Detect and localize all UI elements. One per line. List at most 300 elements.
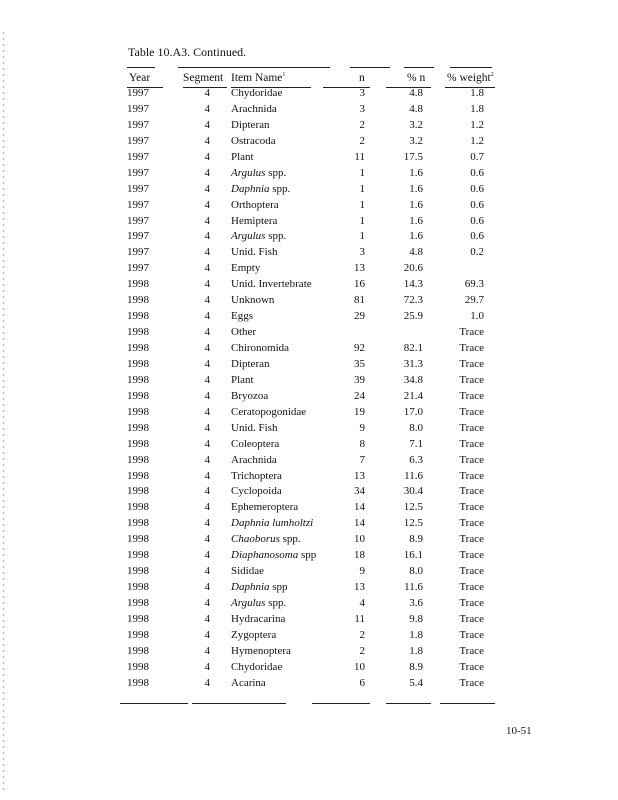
top-rule <box>178 67 330 68</box>
cell-percent-weight: 1.8 <box>470 102 484 115</box>
cell-percent-weight: Trace <box>459 421 484 434</box>
top-rule <box>350 67 390 68</box>
cell-item-name <box>231 199 279 211</box>
cell-percent-n: 7.1 <box>409 437 423 450</box>
item-name-text: Ephemeroptera <box>231 501 299 514</box>
cell-n: 3 <box>359 102 365 115</box>
item-name-text: Dipteran <box>231 357 270 370</box>
cell-year: 1998 <box>127 405 149 418</box>
cell-year: 1998 <box>127 437 149 450</box>
cell-percent-n: 16.1 <box>403 549 423 562</box>
cell-year: 1997 <box>127 134 149 147</box>
cell-percent-n: 8.9 <box>409 660 423 673</box>
cell-percent-weight: Trace <box>459 342 484 354</box>
cell-percent-weight: Trace <box>459 533 484 546</box>
table-row <box>0 470 618 486</box>
item-name-text: Argulus <box>231 166 266 179</box>
cell-segment: 4 <box>204 453 210 466</box>
cell-year: 1998 <box>127 278 149 291</box>
cell-percent-n: 4.8 <box>409 102 423 115</box>
header-item-footnote: 1 <box>282 72 286 79</box>
item-name-text: Hymenoptera <box>231 644 291 657</box>
item-name-text: Ostracoda <box>231 134 276 147</box>
cell-year: 1998 <box>127 469 149 482</box>
cell-segment: 4 <box>204 517 210 530</box>
cell-item-name <box>231 374 254 386</box>
cell-segment: 4 <box>204 597 210 609</box>
cell-n: 2 <box>359 628 365 641</box>
cell-item-name <box>231 629 276 641</box>
cell-percent-weight: Trace <box>459 485 484 498</box>
cell-percent-weight: Trace <box>459 612 484 625</box>
item-name-text: Coleoptera <box>231 437 280 450</box>
cell-percent-n: 20.6 <box>403 262 423 275</box>
cell-n: 2 <box>359 644 365 657</box>
cell-segment: 4 <box>204 549 210 562</box>
item-name-suffix: spp. <box>279 533 301 546</box>
table-row <box>0 103 618 119</box>
cell-percent-weight: 1.2 <box>470 118 484 131</box>
cell-year: 1997 <box>127 214 149 227</box>
cell-segment: 4 <box>204 660 210 673</box>
cell-segment: 4 <box>204 118 210 131</box>
cell-n: 16 <box>354 278 365 291</box>
cell-percent-weight: 0.6 <box>470 166 484 179</box>
cell-segment: 4 <box>204 310 210 323</box>
table-row <box>0 151 618 167</box>
table-row <box>0 310 618 326</box>
cell-percent-weight: Trace <box>459 373 484 386</box>
table-title: Table 10.A3. Continued. <box>128 45 247 59</box>
cell-percent-n: 4.8 <box>409 87 423 99</box>
cell-item-name <box>231 533 301 545</box>
cell-item-name <box>231 517 313 529</box>
cell-percent-weight: 0.6 <box>470 230 484 243</box>
cell-n: 11 <box>354 612 365 625</box>
cell-year: 1998 <box>127 628 149 641</box>
cell-segment: 4 <box>204 628 210 641</box>
cell-segment: 4 <box>204 326 210 339</box>
cell-item-name <box>231 406 306 418</box>
cell-percent-n: 1.6 <box>409 214 423 227</box>
cell-percent-n: 11.6 <box>404 469 423 482</box>
cell-item-name <box>231 677 266 689</box>
item-name-text: Plant <box>231 373 254 386</box>
cell-segment: 4 <box>204 437 210 450</box>
page-number: 10-51 <box>506 725 532 737</box>
cell-percent-n: 25.9 <box>403 310 423 323</box>
cell-percent-weight: 1.8 <box>470 87 484 99</box>
cell-item-name <box>231 215 277 227</box>
cell-percent-weight: Trace <box>459 517 484 530</box>
cell-percent-weight: 0.7 <box>470 150 484 163</box>
cell-percent-weight: 69.3 <box>464 278 484 291</box>
cell-percent-weight: Trace <box>459 581 484 594</box>
item-name-text: Daphnia lumholtzi <box>231 517 314 530</box>
cell-n: 18 <box>354 549 365 562</box>
cell-year: 1998 <box>127 660 149 673</box>
table-row <box>0 517 618 533</box>
cell-year: 1998 <box>127 326 149 339</box>
cell-segment: 4 <box>204 357 210 370</box>
cell-percent-weight: Trace <box>459 357 484 370</box>
item-name-text: Zygoptera <box>231 628 277 641</box>
cell-item-name <box>231 501 298 513</box>
cell-n: 3 <box>359 246 365 259</box>
cell-segment: 4 <box>204 262 210 275</box>
item-name-text: Arachnida <box>231 453 277 466</box>
cell-item-name <box>231 438 279 450</box>
cell-n: 8 <box>359 437 365 450</box>
cell-segment: 4 <box>204 182 210 195</box>
cell-percent-n: 72.3 <box>403 294 423 307</box>
cell-item-name <box>231 103 277 115</box>
table-row <box>0 374 618 390</box>
cell-n: 3 <box>359 87 365 99</box>
cell-year: 1997 <box>127 246 149 259</box>
cell-item-name <box>231 645 291 657</box>
cell-percent-n: 8.0 <box>409 565 423 578</box>
header-item-label: Item Name <box>231 72 283 84</box>
item-name-text: Unid. Fish <box>231 246 278 259</box>
table-row <box>0 501 618 517</box>
cell-percent-weight: 1.0 <box>470 310 484 323</box>
item-name-text: Unknown <box>231 294 275 307</box>
cell-n: 14 <box>354 501 365 514</box>
cell-percent-n: 3.2 <box>409 118 423 131</box>
table-row <box>0 278 618 294</box>
table-row <box>0 135 618 151</box>
table-row <box>0 199 618 215</box>
cell-segment: 4 <box>204 533 210 546</box>
item-name-text: Plant <box>231 150 254 163</box>
cell-percent-n: 1.8 <box>409 644 423 657</box>
cell-item-name <box>231 470 282 482</box>
table-row <box>0 549 618 565</box>
cell-n: 13 <box>354 581 365 594</box>
cell-percent-n: 34.8 <box>403 373 423 386</box>
cell-segment: 4 <box>204 501 210 514</box>
cell-year: 1997 <box>127 166 149 179</box>
cell-year: 1997 <box>127 198 149 211</box>
cell-n: 6 <box>359 676 365 689</box>
cell-item-name <box>231 87 282 99</box>
item-name-text: Arachnida <box>231 102 277 115</box>
table-row <box>0 294 618 310</box>
cell-year: 1997 <box>127 182 149 195</box>
header-segment: Segment <box>183 72 224 84</box>
table-row <box>0 565 618 581</box>
cell-segment: 4 <box>204 676 210 689</box>
cell-n: 14 <box>354 517 365 530</box>
item-name-text: Cyclopoida <box>231 485 282 498</box>
cell-year: 1997 <box>127 150 149 163</box>
cell-segment: 4 <box>204 644 210 657</box>
table-row <box>0 661 618 677</box>
cell-percent-n: 9.8 <box>409 612 423 625</box>
table-row <box>0 215 618 231</box>
cell-item-name <box>231 326 256 338</box>
cell-segment: 4 <box>204 166 210 179</box>
table-row <box>0 183 618 199</box>
table-row <box>0 167 618 183</box>
cell-n: 1 <box>359 230 365 243</box>
cell-n: 34 <box>354 485 365 498</box>
cell-percent-n: 14.3 <box>403 278 423 291</box>
top-rule <box>450 67 492 68</box>
cell-year: 1998 <box>127 644 149 657</box>
cell-percent-n: 8.0 <box>409 421 423 434</box>
cell-segment: 4 <box>204 230 210 243</box>
cell-segment: 4 <box>204 581 210 594</box>
cell-n: 1 <box>359 182 365 195</box>
item-name-text: Daphnia <box>231 581 270 594</box>
cell-year: 1998 <box>127 676 149 689</box>
cell-item-name <box>231 358 269 370</box>
item-name-text: Acarina <box>231 676 266 689</box>
cell-percent-weight: Trace <box>459 405 484 418</box>
item-name-text: Eggs <box>231 310 253 323</box>
table-row <box>0 406 618 422</box>
cell-n: 10 <box>354 533 365 546</box>
item-name-suffix: spp. <box>265 597 287 609</box>
item-name-text: Ceratopogonidae <box>231 405 307 418</box>
header-year: Year <box>129 72 151 84</box>
cell-item-name <box>231 246 277 258</box>
cell-n: 7 <box>359 453 365 466</box>
cell-percent-weight: Trace <box>459 597 484 609</box>
item-name-text: Unid. Fish <box>231 421 278 434</box>
cell-percent-weight: Trace <box>459 469 484 482</box>
table-row <box>0 629 618 645</box>
cell-percent-n: 11.6 <box>404 581 423 594</box>
cell-n: 81 <box>354 294 365 307</box>
cell-item-name <box>231 581 288 593</box>
table-row <box>0 358 618 374</box>
cell-year: 1998 <box>127 549 149 562</box>
table-row <box>0 677 618 693</box>
cell-n: 9 <box>359 421 365 434</box>
cell-percent-n: 1.6 <box>409 198 423 211</box>
table-row <box>0 390 618 406</box>
cell-percent-weight: Trace <box>459 628 484 641</box>
cell-n: 2 <box>359 134 365 147</box>
table-row <box>0 422 618 438</box>
bottom-rule <box>386 703 431 704</box>
item-name-text: Chydoridae <box>231 87 283 99</box>
cell-item-name <box>231 485 282 497</box>
cell-n: 11 <box>354 150 365 163</box>
cell-percent-n: 6.3 <box>409 453 423 466</box>
item-name-text: Trichoptera <box>231 469 282 482</box>
cell-percent-n: 12.5 <box>403 517 423 530</box>
cell-percent-n: 4.8 <box>409 246 423 259</box>
cell-percent-n: 1.6 <box>409 166 423 179</box>
cell-year: 1997 <box>127 118 149 131</box>
cell-year: 1997 <box>127 102 149 115</box>
cell-n: 29 <box>354 310 365 323</box>
cell-year: 1998 <box>127 517 149 530</box>
cell-percent-weight: 0.6 <box>470 198 484 211</box>
cell-percent-n: 1.6 <box>409 182 423 195</box>
cell-year: 1998 <box>127 357 149 370</box>
item-name-text: Hemiptera <box>231 214 278 227</box>
cell-year: 1997 <box>127 230 149 243</box>
table-row <box>0 87 618 103</box>
cell-segment: 4 <box>204 134 210 147</box>
cell-item-name <box>231 661 282 673</box>
table-body <box>0 87 618 693</box>
cell-year: 1998 <box>127 485 149 498</box>
cell-percent-n: 17.5 <box>403 150 423 163</box>
item-name-suffix: spp <box>298 549 317 562</box>
item-name-text: Daphnia <box>231 182 270 195</box>
header-n: n <box>359 72 365 84</box>
cell-year: 1997 <box>127 262 149 275</box>
table-row <box>0 581 618 597</box>
item-name-text: Chydoridae <box>231 660 283 673</box>
table-row <box>0 119 618 135</box>
cell-percent-weight: Trace <box>459 501 484 514</box>
header-weight-label: % weight <box>447 72 491 84</box>
cell-year: 1998 <box>127 310 149 323</box>
header-item-name <box>231 72 285 84</box>
cell-percent-weight: Trace <box>459 676 484 689</box>
item-name-text: Hydracarina <box>231 612 286 625</box>
cell-segment: 4 <box>204 214 210 227</box>
item-name-text: Argulus <box>231 230 266 243</box>
table-row <box>0 326 618 342</box>
cell-segment: 4 <box>204 198 210 211</box>
cell-percent-weight: Trace <box>459 326 484 339</box>
cell-segment: 4 <box>204 373 210 386</box>
item-name-text: Dipteran <box>231 118 270 131</box>
cell-year: 1998 <box>127 294 149 307</box>
cell-n: 39 <box>354 373 365 386</box>
cell-percent-n: 31.3 <box>403 357 423 370</box>
table-row <box>0 613 618 629</box>
cell-year: 1998 <box>127 565 149 578</box>
cell-year: 1998 <box>127 612 149 625</box>
cell-n: 35 <box>354 357 365 370</box>
cell-item-name <box>231 422 277 434</box>
top-rule <box>127 67 155 68</box>
cell-segment: 4 <box>204 389 210 402</box>
item-name-suffix: spp. <box>269 182 291 195</box>
cell-percent-weight: Trace <box>459 453 484 466</box>
cell-year: 1998 <box>127 597 149 609</box>
header-percent-weight <box>447 72 494 84</box>
bottom-rule <box>440 703 495 704</box>
cell-n: 1 <box>359 198 365 211</box>
cell-item-name <box>231 183 290 195</box>
cell-item-name <box>231 549 316 561</box>
cell-item-name <box>231 135 276 147</box>
cell-percent-n: 82.1 <box>403 342 423 354</box>
bottom-rule <box>120 703 188 704</box>
cell-percent-weight: 0.6 <box>470 182 484 195</box>
header-weight-footnote: 2 <box>490 72 494 79</box>
cell-percent-n: 21.4 <box>403 389 423 402</box>
bottom-rule <box>312 703 370 704</box>
cell-item-name <box>231 294 274 306</box>
cell-percent-weight: Trace <box>459 437 484 450</box>
cell-year: 1998 <box>127 342 149 354</box>
cell-item-name <box>231 230 286 242</box>
cell-segment: 4 <box>204 87 210 99</box>
cell-year: 1998 <box>127 501 149 514</box>
top-rule <box>404 67 434 68</box>
item-name-text: Argulus <box>231 597 266 609</box>
cell-segment: 4 <box>204 150 210 163</box>
cell-segment: 4 <box>204 421 210 434</box>
cell-percent-weight: 29.7 <box>464 294 484 307</box>
cell-n: 10 <box>354 660 365 673</box>
item-name-suffix: spp. <box>265 230 287 243</box>
cell-percent-n: 17.0 <box>403 405 423 418</box>
cell-item-name <box>231 613 285 625</box>
cell-segment: 4 <box>204 405 210 418</box>
cell-n: 13 <box>354 262 365 275</box>
cell-percent-n: 3.2 <box>409 134 423 147</box>
cell-segment: 4 <box>204 246 210 259</box>
item-name-suffix: spp. <box>265 166 287 179</box>
cell-item-name <box>231 597 286 609</box>
cell-item-name <box>231 278 312 290</box>
cell-segment: 4 <box>204 342 210 354</box>
cell-percent-n: 3.6 <box>409 597 423 609</box>
table-row <box>0 230 618 246</box>
cell-percent-n: 12.5 <box>403 501 423 514</box>
cell-year: 1997 <box>127 87 149 99</box>
cell-segment: 4 <box>204 565 210 578</box>
cell-n: 2 <box>359 118 365 131</box>
item-name-text: Chironomida <box>231 342 290 354</box>
cell-segment: 4 <box>204 485 210 498</box>
cell-percent-weight: Trace <box>459 644 484 657</box>
cell-item-name <box>231 342 289 354</box>
cell-item-name <box>231 390 268 402</box>
cell-item-name <box>231 454 277 466</box>
cell-item-name <box>231 310 253 322</box>
item-name-text: Bryozoa <box>231 389 269 402</box>
cell-segment: 4 <box>204 612 210 625</box>
cell-segment: 4 <box>204 278 210 291</box>
item-name-text: Other <box>231 326 257 339</box>
cell-year: 1998 <box>127 453 149 466</box>
table-row <box>0 342 618 358</box>
item-name-text: Chaoborus <box>231 533 280 546</box>
cell-n: 24 <box>354 389 365 402</box>
cell-n: 1 <box>359 166 365 179</box>
cell-percent-weight: Trace <box>459 565 484 578</box>
cell-year: 1998 <box>127 533 149 546</box>
cell-percent-weight: 0.2 <box>470 246 484 259</box>
cell-segment: 4 <box>204 102 210 115</box>
cell-percent-weight: Trace <box>459 549 484 562</box>
cell-percent-n: 30.4 <box>403 485 423 498</box>
cell-n: 13 <box>354 469 365 482</box>
cell-percent-n: 5.4 <box>409 676 423 689</box>
cell-percent-n: 1.8 <box>409 628 423 641</box>
cell-item-name <box>231 151 254 163</box>
table-row <box>0 533 618 549</box>
cell-item-name <box>231 119 269 131</box>
header-percent-n: % n <box>407 72 426 84</box>
bottom-rule <box>192 703 286 704</box>
table-row <box>0 485 618 501</box>
table-row <box>0 262 618 278</box>
